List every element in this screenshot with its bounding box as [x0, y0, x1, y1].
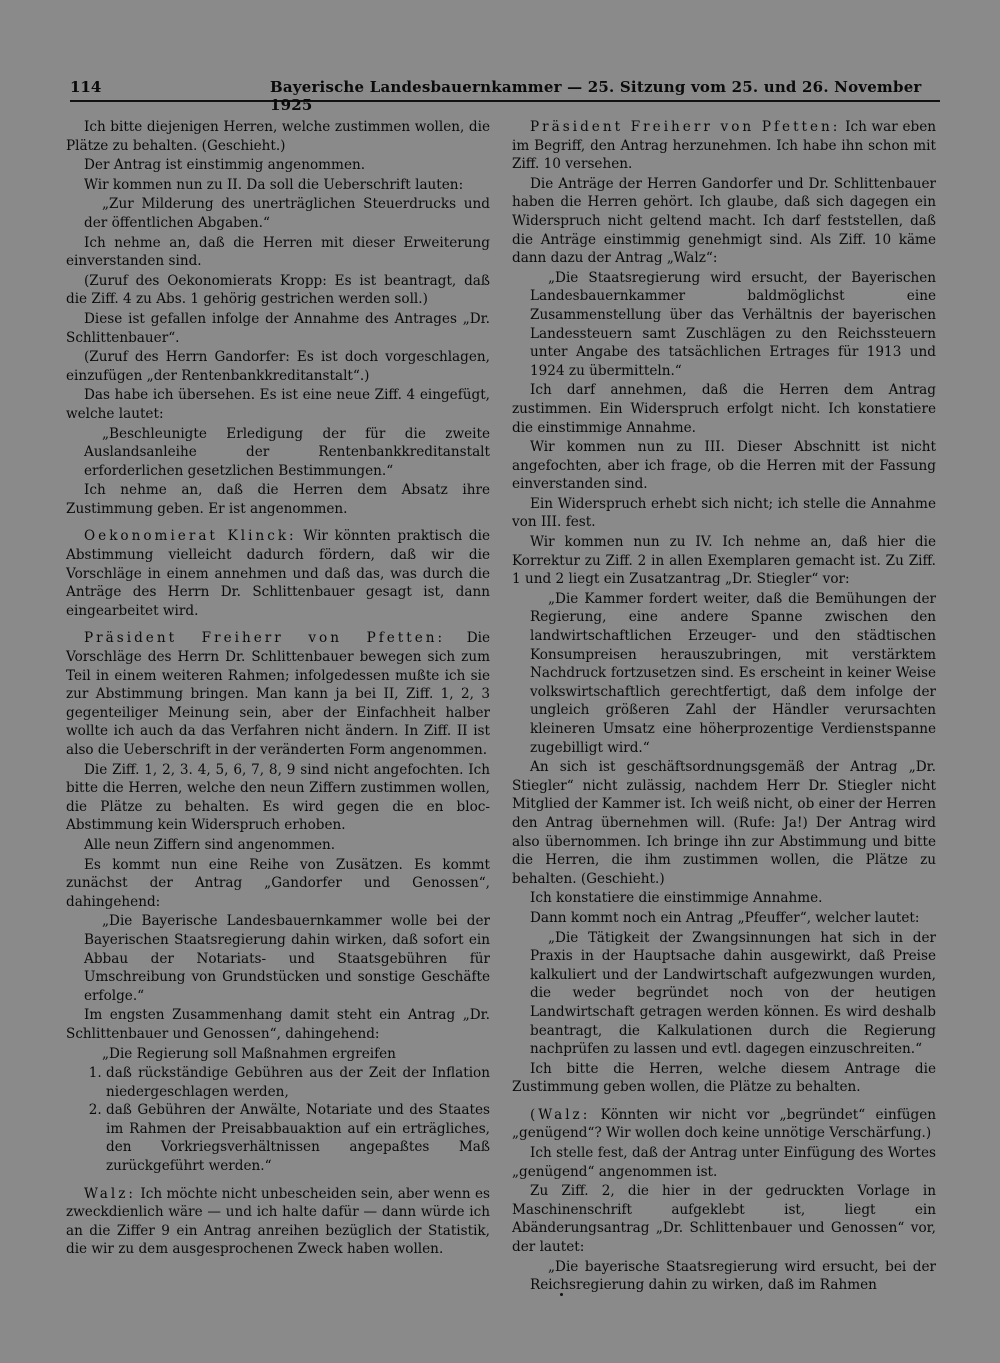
interjection: (Zuruf des Oekonomierats Kropp: Es ist beantragt, daß die Ziff. 4 zu Abs. 1 gehörig gestrichen werden soll.) [66, 272, 490, 308]
right-column [512, 118, 936, 1296]
quoted-motion: „Die Tätigkeit der Zwangsinnungen hat sich in der Praxis in der Hauptsache dahin ausgewirkt, daß Preise kalkuliert und der Landwirtschaft aufgezwungen wurden, die weder begründet noch von der heutigen Landwirtschaft getragen werden können. Es wird deshalb beantragt, die Kalkulationen durch die Regierung nachprüfen zu lassen und evtl. dagegen einzuschreiten.“ [530, 929, 936, 1058]
quoted-motion: „Die Regierung soll Maßnahmen ergreifen [102, 1045, 396, 1062]
speech-paragraph [66, 1185, 490, 1259]
paragraph: Ich nehme an, daß die Herren dem Absatz ihre Zustimmung geben. Er ist angenommen. [66, 482, 490, 517]
paragraph: Wir kommen nun zu III. Dieser Abschnitt ist nicht angefochten, aber ich frage, ob die Herren mit der Fassung einverstanden sind. [512, 439, 936, 493]
paragraph: Ich konstatiere die einstimmige Annahme. [530, 890, 823, 907]
speaker-name: (Walz: [530, 1106, 591, 1123]
speech-paragraph [66, 629, 490, 759]
speech-paragraph [512, 118, 936, 174]
speech-text: Ich möchte nicht unbescheiden sein, aber wenn es zweckdienlich wäre — und ich halte dafür — dann würde ich an die Ziffer 9 ein Antrag anreihen bezüglich der Statistik, die wir zu dem ausgesprochenen Zweck haben wollen. [66, 1185, 491, 1258]
paragraph: Ich bitte die Herren, welche diesem Antrage die Zustimmung geben wollen, die Plätze zu behalten. [512, 1060, 936, 1096]
paragraph: An sich ist geschäftsordnungsgemäß der Antrag „Dr. Stiegler“ nicht zulässig, nachdem Herr Dr. Stiegler nicht Mitglied der Kammer ist. Ich weiß nicht, ob einer der Herren den Antrag übernehmen will. (Rufe: Ja!) Der Antrag wird also übernommen. Ich bringe ihn zur Abstimmung und bitte die Herren, die ihm zustimmen wollen, die Plätze zu behalten. (Geschieht.) [512, 759, 936, 887]
quoted-motion: „Die Bayerische Landesbauernkammer wolle bei der Bayerischen Staatsregierung dahin wirken, daß sofort ein Abbau der Notariats- und Staatsgebühren für Umschreibung von Grundstücken und sonstige Geschäfte erfolge.“ [84, 913, 490, 1004]
paragraph: Ich darf annehmen, daß die Herren dem Antrag zustimmen. Ein Widerspruch erfolgt nicht. Ich konstatiere die einstimmige Annahme. [512, 382, 936, 436]
paragraph: Der Antrag ist einstimmig angenommen. [84, 157, 366, 174]
speaker-name: Walz: [84, 1185, 136, 1202]
paragraph: Die Anträge der Herren Gandorfer und Dr. Schlittenbauer haben die Herren gehört. Ich glaube, daß sich dagegen ein Widerspruch nicht geltend macht. Ich darf feststellen, daß die Anträge einstimmig genehmigt sind. Als Ziff. 10 käme dann dazu der Antrag „Walz“: [512, 175, 936, 267]
page-number: 114 [70, 78, 102, 96]
speaker-name: Präsident Freiherr von Pfetten: [84, 630, 446, 647]
print-speck [560, 1293, 563, 1296]
quoted-motion: „Die bayerische Staatsregierung wird ersucht, bei der Reichsregierung dahin zu wirken, daß im Rahmen [530, 1258, 936, 1294]
list-item: 2. daß Gebühren der Anwälte, Notariate und des Staates im Rahmen der Preisabbauaktion auf ein erträgliches, den Vorkriegsverhältnissen angepaßtes Maß zurückgeführt werden.“ [106, 1101, 490, 1175]
paragraph: Diese ist gefallen infolge der Annahme des Antrages „Dr. Schlittenbauer“. [66, 310, 490, 346]
quoted-motion: „Beschleunigte Erledigung der für die zweite Auslandsanleihe der Rentenbankkreditanstalt erforderlichen gesetzlichen Bestimmungen.“ [84, 425, 490, 479]
paragraph: Die Ziff. 1, 2, 3. 4, 5, 6, 7, 8, 9 sind nicht angefochten. Ich bitte die Herren, welche den neun Ziffern zustimmen wollen, die Plätze zu behalten. Es wird gegen die en bloc-Abstimmung kein Widerspruch erhoben. [66, 761, 490, 834]
paragraph: Zu Ziff. 2, die hier in der gedruckten Vorlage in Maschinenschrift aufgeklebt ist, liegt ein Abänderungsantrag „Dr. Schlittenbauer und Genossen“ vor, der lautet: [512, 1183, 936, 1256]
paragraph: Alle neun Ziffern sind angenommen. [84, 836, 336, 853]
paragraph: Wir kommen nun zu II. Da soll die Ueberschrift lauten: [84, 176, 464, 193]
paragraph: Dann kommt noch ein Antrag „Pfeuffer“, welcher lautet: [530, 909, 920, 926]
interjection-text: Könnten wir nicht vor „begründet“ einfügen „genügend“? Wir wollen doch keine unnötige Verschärfung.) [512, 1106, 936, 1142]
paragraph: Ein Widerspruch erhebt sich nicht; ich stelle die Annahme von III. fest. [512, 495, 936, 531]
left-column [66, 118, 490, 1260]
page-header [70, 76, 940, 114]
list-item: 1. daß rückständige Gebühren aus der Zeit der Inflation niedergeschlagen werden, [106, 1064, 490, 1101]
paragraph: Ich nehme an, daß die Herren mit dieser Erweiterung einverstanden sind. [66, 234, 490, 270]
speech-text: Die Vorschläge des Herrn Dr. Schlittenbauer bewegen sich zum Teil in einem weiteren Rahmen; infolgedessen mußte ich sie zur Abstimmung bringen. Man kann ja bei II, Ziff. 1, 2, 3 gegenteiliger Meinung sein, aber der Einfachheit halber wollte ich auch da das Verfahren nicht ändern. In Ziff. II ist also die Ueberschrift in der veränderten Form angenommen. [66, 630, 491, 758]
motion-list [84, 1064, 490, 1176]
paragraph: Das habe ich übersehen. Es ist eine neue Ziff. 4 eingefügt, welche lautet: [66, 387, 490, 422]
speaker-name: Präsident Freiherr von Pfetten: [530, 119, 841, 135]
paragraph: Wir kommen nun zu IV. Ich nehme an, daß hier die Korrektur zu Ziff. 2 in allen Exemplaren gemacht ist. Zu Ziff. 1 und 2 liegt ein Zusatzantrag „Dr. Stiegler“ vor: [512, 534, 936, 588]
interjection: (Zuruf des Herrn Gandorfer: Es ist doch vorgeschlagen, einzufügen „der Rentenbankkreditanstalt“.) [66, 349, 490, 384]
speaker-name: Oekonomierat Klinck: [84, 528, 297, 545]
running-title: Bayerische Landesbauernkammer — 25. Sitzung vom 25. und 26. November 1925 [270, 78, 922, 114]
speech-paragraph [66, 527, 490, 620]
paragraph: Im engsten Zusammenhang damit steht ein Antrag „Dr. Schlittenbauer und Genossen“, dahingehend: [66, 1007, 490, 1042]
paragraph: Ich stelle fest, daß der Antrag unter Einfügung des Wortes „genügend“ angenommen ist. [512, 1145, 936, 1180]
speech-text: Ich war eben im Begriff, den Antrag herzunehmen. Ich habe ihn schon mit Ziff. 10 versehen. [512, 119, 937, 173]
quoted-motion: „Die Staatsregierung wird ersucht, der Bayerischen Landesbauernkammer baldmöglichst eine Zusammenstellung über das Verhältnis der bayerischen Landessteuern samt Zuschlägen zu den Reichssteuern unter Angabe des tatsächlichen Ertrages für 1913 und 1924 zu übermitteln.“ [530, 269, 936, 379]
quoted-motion: „Zur Milderung des unerträglichen Steuerdrucks und der öffentlichen Abgaben.“ [84, 196, 490, 231]
speech-text: Wir könnten praktisch die Abstimmung vielleicht dadurch fördern, daß wir die Vorschläge in einem annehmen und daß das, was durch die Anträge des Herrn Dr. Schlittenbauer gesagt ist, dann eingearbeitet wird. [66, 528, 490, 619]
interjection [512, 1106, 936, 1143]
paragraph: Es kommt nun eine Reihe von Zusätzen. Es kommt zunächst der Antrag „Gandorfer und Genossen“, dahingehend: [66, 856, 490, 910]
quoted-motion: „Die Kammer fordert weiter, daß die Bemühungen der Regierung, eine andere Spanne zwischen den landwirtschaftlichen Erzeuger- und den städtischen Konsumpreisen herauszubringen, mit verstärktem Nachdruck fortzusetzen sind. Es erscheint in keiner Weise volkswirtschaftlich gerechtfertigt, daß dem infolge der ungleich größeren Zahl der Händler verursachten kleineren Umsatz eine höherprozentige Verdienstspanne zugebilligt wird.“ [530, 590, 936, 756]
paragraph: Ich bitte diejenigen Herren, welche zustimmen wollen, die Plätze zu behalten. (Geschieht.) [66, 119, 490, 154]
